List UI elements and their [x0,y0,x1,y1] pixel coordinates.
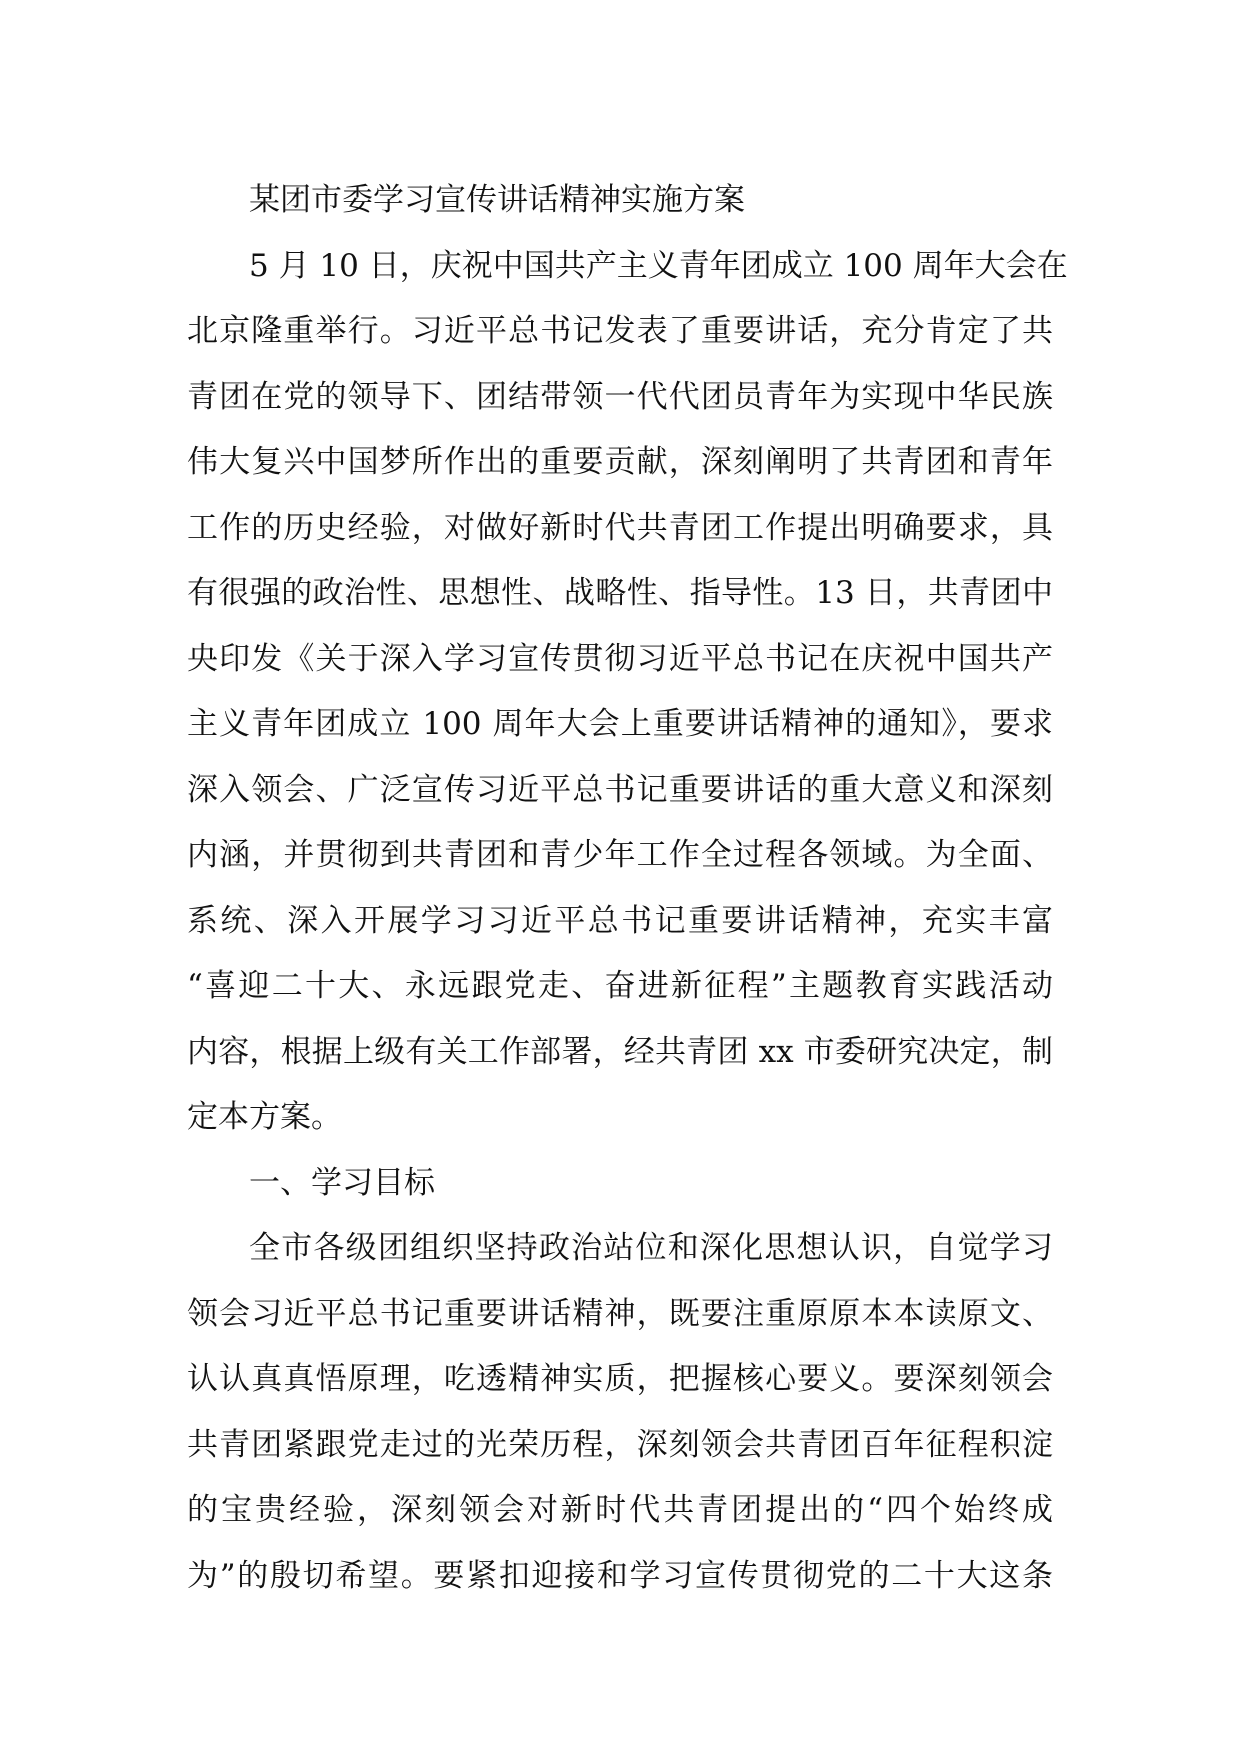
paragraph-line: 工作的历史经验，对做好新时代共青团工作提出明确要求，具 [187,509,1053,546]
paragraph-line: 全市各级团组织坚持政治站位和深化思想认识，自觉学习 [249,1230,1053,1266]
paragraph-line: 深入领会、广泛宣传习近平总书记重要讲话的重大意义和深刻 [187,771,1053,808]
paragraph-line: 的宝贵经验，深刻领会对新时代共青团提出的“四个始终成 [187,1492,1053,1528]
paragraph-line: “喜迎二十大、永远跟党走、奋进新征程”主题教育实践活动 [187,968,1053,1004]
paragraph-line: 内容，根据上级有关工作部署，经共青团 xx 市委研究决定，制 [187,1033,1053,1070]
section-heading: 一、学习目标 [249,1164,435,1201]
paragraph-line: 共青团紧跟党走过的光荣历程，深刻领会共青团百年征程积淀 [187,1426,1053,1463]
paragraph-line: 伟大复兴中国梦所作出的重要贡献，深刻阐明了共青团和青年 [187,444,1053,480]
paragraph-line: 认认真真悟原理，吃透精神实质，把握核心要义。要深刻领会 [187,1361,1053,1397]
paragraph-line: 北京隆重举行。习近平总书记发表了重要讲话，充分肯定了共 [187,313,1053,349]
paragraph-line: 领会习近平总书记重要讲话精神，既要注重原原本本读原文、 [187,1295,1053,1332]
paragraph-line: 有很强的政治性、思想性、战略性、指导性。13 日，共青团中 [187,575,1053,611]
paragraph-line: 主义青年团成立 100 周年大会上重要讲话精神的通知》，要求 [187,706,1053,742]
paragraph-line: 定本方案。 [187,1099,342,1135]
paragraph-line: 为”的殷切希望。要紧扣迎接和学习宣传贯彻党的二十大这条 [187,1557,1053,1594]
intro-paragraph [187,234,1068,1151]
section-paragraph [187,1216,1053,1609]
document-body [187,168,1068,1609]
paragraph-line: 青团在党的领导下、团结带领一代代团员青年为实现中华民族 [187,378,1053,415]
paragraph-line: 系统、深入开展学习习近平总书记重要讲话精神，充实丰富 [187,902,1053,939]
paragraph-line: 5 月 10 日，庆祝中国共产主义青年团成立 100 周年大会在 [249,247,1068,284]
paragraph-line: 内涵，并贯彻到共青团和青少年工作全过程各领域。为全面、 [187,837,1053,873]
paragraph-line: 央印发《关于深入学习宣传贯彻习近平总书记在庆祝中国共产 [187,640,1053,677]
document-title: 某团市委学习宣传讲话精神实施方案 [249,182,745,218]
